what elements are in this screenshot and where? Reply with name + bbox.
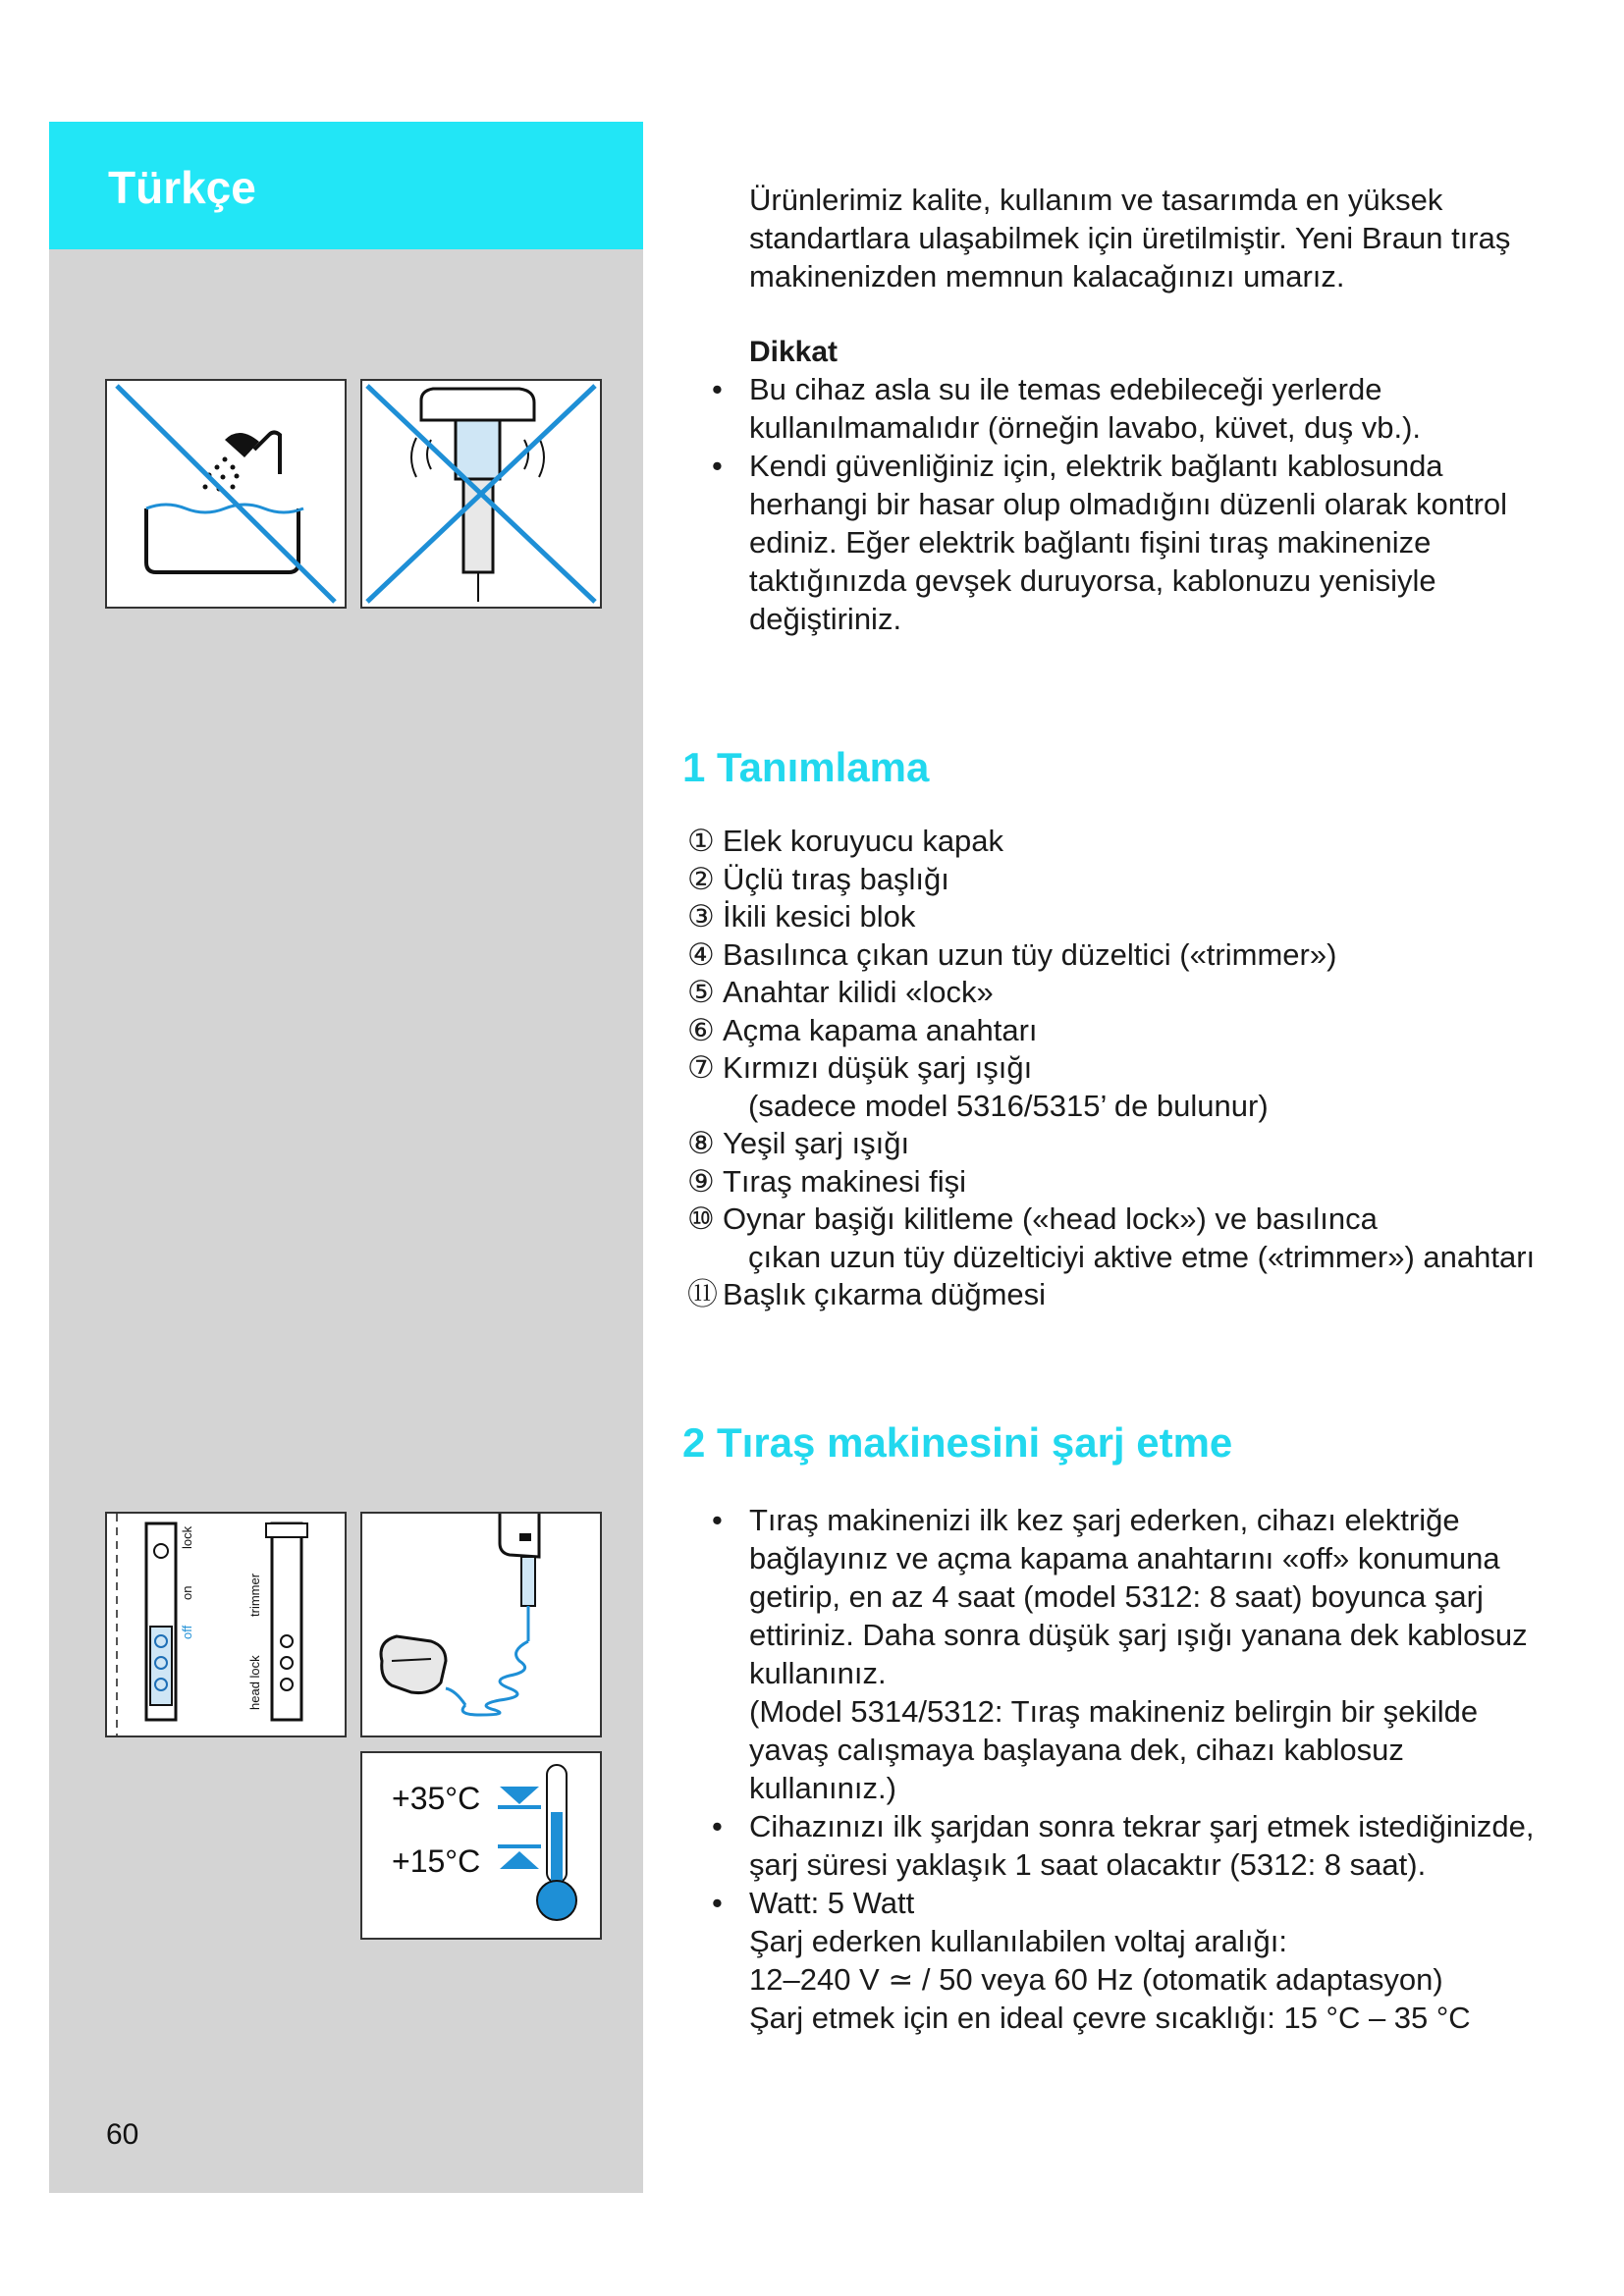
list-item (687, 936, 1551, 975)
voltage-value: 12–240 V ≃ / 50 veya 60 Hz (otomatik adaptasyon) (749, 1962, 1443, 1997)
charging-text: • Tıraş makinenizi ilk kez şarj ederken, cihazı elektriğe bağlayınız ve açma kapama anahtarını «off» konumuna getirip, en az 4 saat (model 5312: 8 saat) boyunca şarj ettiriniz. Daha sonra düşük şarj ışığı yanana dek kablosuz kullanınız. (749, 1503, 1528, 1690)
caution-heading: Dikkat (749, 336, 839, 368)
part-number: ⑥ (687, 1012, 715, 1047)
part-label: Açma kapama anahtarı (723, 1012, 1038, 1047)
list-item (687, 823, 1551, 861)
list-item (687, 974, 1551, 1012)
temperature-figure (360, 1751, 602, 1940)
part-label: Yeşil şarj ışığı (723, 1126, 910, 1160)
caution-item-text: Kendi güvenliğiniz için, elektrik bağlantı kablosunda herhangi bir hasar olup olmadığını düzenli olarak kontrol ediniz. Eğer elektrik bağlantı fişini tıraş makinenize taktığınızda gevşek duruyorsa, kablonuzu yenisiyle değiştiriniz. (749, 449, 1508, 636)
bath-shower-icon (107, 381, 345, 607)
part-number: ① (687, 824, 715, 858)
temp-low-label: +15°C (392, 1843, 481, 1879)
part-label: Tıraş makinesi fişi (723, 1163, 967, 1199)
list-item (687, 1201, 1551, 1276)
lock-label: lock (180, 1525, 194, 1549)
charging-cord-icon (362, 1514, 600, 1735)
list-item (687, 861, 1551, 899)
no-shower-figure (360, 379, 602, 609)
part-number: ⑧ (687, 1126, 715, 1160)
list-item (710, 1807, 1544, 1884)
no-water-figure (105, 379, 347, 609)
charging-list (710, 1501, 1544, 2037)
section-1-heading: 1 Tanımlama (682, 744, 930, 790)
part-note: çıkan uzun tüy düzelticiyi aktive etme («trimmer») anahtarı (748, 1239, 1536, 1274)
part-label: İkili kesici blok (723, 899, 916, 934)
part-label: Üçlü tıraş başlığı (723, 861, 949, 896)
part-number: ⑪ (687, 1277, 718, 1311)
part-label: Basılınca çıkan uzun tüy düzeltici («trimmer») (723, 936, 1337, 972)
part-label: Elek koruyucu kapak (723, 824, 1004, 858)
section-2-heading: 2 Tıraş makinesini şarj etme (682, 1419, 1233, 1466)
switch-panel-icon (107, 1514, 345, 1735)
list-item (687, 1276, 1551, 1314)
list-item (710, 1884, 1544, 2037)
list-item (687, 1012, 1551, 1050)
part-number: ③ (687, 899, 715, 934)
off-label: off (180, 1625, 194, 1639)
list-item (710, 1501, 1544, 1807)
intro-paragraph: Ürünlerimiz kalite, kullanım ve tasarımda en yüksek standartlara ulaşabilmek için üretilmiştir. Yeni Braun tıraş makinenizden memnun kalacağınızı umarız. (749, 183, 1511, 294)
part-label: Anahtar kilidi «lock» (723, 975, 994, 1009)
list-item (710, 370, 1544, 447)
part-number: ② (687, 861, 715, 896)
part-number: ⑦ (687, 1050, 715, 1085)
part-number: ⑩ (687, 1201, 715, 1236)
watt-text: • Watt: 5 Watt (749, 1886, 915, 1920)
list-item (687, 898, 1551, 936)
part-label: Oynar başiğı kilitleme («head lock») ve basılınca (723, 1201, 1378, 1236)
part-label: Kırmızı düşük şarj ışığı (723, 1050, 1033, 1085)
page-number: 60 (106, 2118, 139, 2151)
part-number: ⑨ (687, 1163, 715, 1199)
caution-list (710, 370, 1544, 638)
trimmer-label: trimmer (247, 1573, 262, 1617)
parts-list (687, 823, 1551, 1314)
switch-panel-figure (105, 1512, 347, 1737)
language-header (49, 122, 643, 249)
part-number: ⑤ (687, 975, 715, 1009)
charging-note: (Model 5314/5312: Tıraş makineniz belirgin bir şekilde yavaş calışmaya başlayana dek, cihazı kablosuz kullanınız.) (749, 1694, 1479, 1805)
part-note: (sadece model 5316/5315’ de bulunur) (748, 1088, 1269, 1123)
part-label: Başlık çıkarma düğmesi (723, 1277, 1047, 1311)
voltage-title: Şarj ederken kullanılabilen voltaj aralığı: (749, 1924, 1287, 1958)
list-item (687, 1125, 1551, 1163)
charging-figure (360, 1512, 602, 1737)
temperature-text: Şarj etmek için en ideal çevre sıcaklığı: 15 °C – 35 °C (749, 2001, 1471, 2035)
thermometer-icon (362, 1753, 600, 1938)
list-item (687, 1163, 1551, 1201)
page-title: Türkçe (108, 162, 256, 213)
part-number: ④ (687, 936, 715, 972)
head-lock-label: head lock (247, 1655, 262, 1710)
list-item (710, 447, 1544, 638)
shaver-under-water-icon (362, 381, 600, 607)
on-label: on (180, 1585, 194, 1600)
recharge-text: Cihazınızı ilk şarjdan sonra tekrar şarj etmek istediğinizde, şarj süresi yaklaşık 1 saat olacaktır (5312: 8 saat). (749, 1809, 1535, 1882)
temp-high-label: +35°C (392, 1781, 481, 1816)
list-item (687, 1049, 1551, 1125)
caution-item-text: Bu cihaz asla su ile temas edebileceği yerlerde kullanılmamalıdır (örneğin lavabo, küvet, duş vb.). (749, 372, 1422, 445)
